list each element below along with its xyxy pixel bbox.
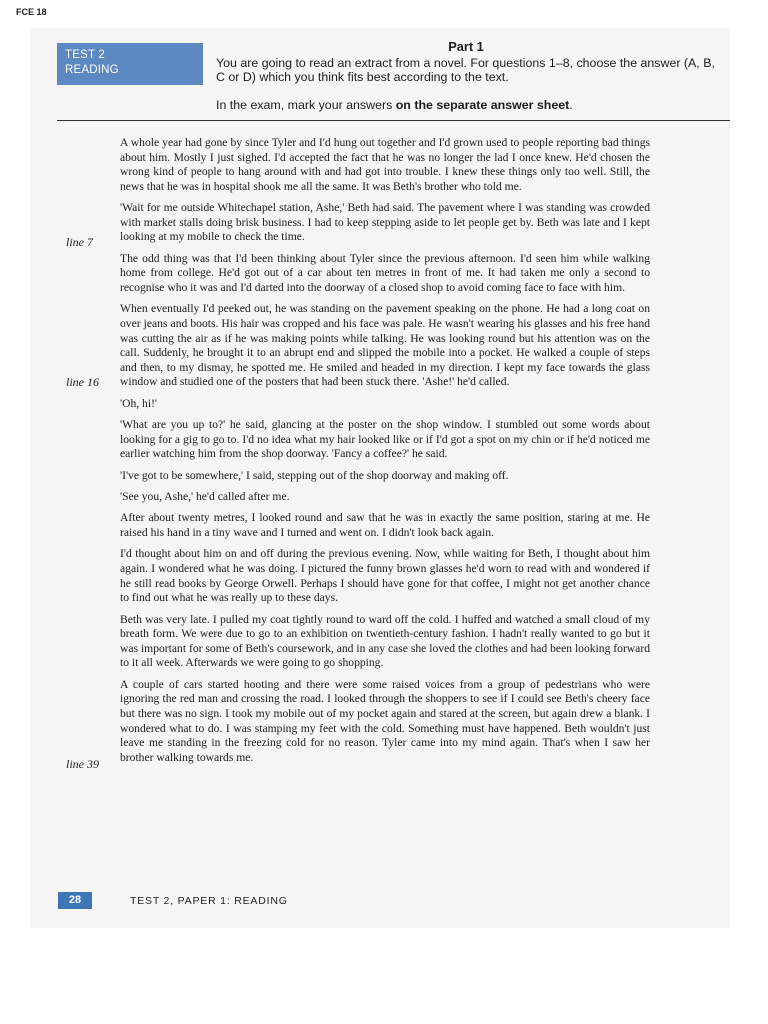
paragraph-7: 'I've got to be somewhere,' I said, stepping out of the shop doorway and making off. <box>120 468 509 482</box>
header-divider <box>57 120 730 121</box>
tag-section-label: READING <box>65 64 119 76</box>
exam-note-suffix: . <box>569 97 573 112</box>
paragraph-9: After about twenty metres, I looked round and saw that he was in exactly the same position, staring at me. He raised his hand in a tiny wave and I turned and went on. I didn't look back again. <box>120 511 650 540</box>
test-section-tag <box>57 43 203 85</box>
corner-label: FCE 18 <box>16 7 47 17</box>
paragraph-4: When eventually I'd peeked out, he was standing on the pavement speaking on the phone. He had a long coat on over jeans and boots. His hair was cropped and his face was pale. He wasn't wearing his glasses and his free hand was cutting the air as if he was making points while talking. He was looking round but his attention was on the call. Suddenly, he brought it to an abrupt end and slipped the mobile into a pocket. He walked a couple of steps and then, to my dismay, he spotted me. He smiled and headed in my direction. I kept my face towards the glass window and studied one of the posters that had been stuck there. 'Ashe!' he'd called. <box>120 302 650 389</box>
instruction-text: You are going to read an extract from a novel. For questions 1–8, choose the answer (A, B, C or D) which you think fits best according to the text. <box>216 55 715 84</box>
reading-passage <box>120 136 650 772</box>
line-marker-39: line 39 <box>66 757 99 771</box>
tag-test-label: TEST 2 <box>65 49 105 61</box>
part-title: Part 1 <box>448 39 484 54</box>
paragraph-8: 'See you, Ashe,' he'd called after me. <box>120 490 290 504</box>
instructions-block <box>216 40 716 112</box>
paragraph-5: 'Oh, hi!' <box>120 396 158 410</box>
paragraph-11: Beth was very late. I pulled my coat tightly round to ward off the cold. I huffed and watched a small cloud of my breath form. We were due to go to an exhibition on twentieth-century fashion. I hadn't really wanted to go but it was important for some of Beth's coursework, and in any case she loved the clothes and had been looking forward to it all week. Afterwards we were going to go shopping. <box>120 612 650 670</box>
exam-note <box>216 98 716 113</box>
paragraph-10: I'd thought about him on and off during the previous evening. Now, while waiting for Beth, I thought about him again. I wondered what he was doing. I pictured the funny brown glasses he'd worn to read with and wondered if he still read books by George Orwell. Perhaps I should have gone for that coffee, I might not get another chance to find out what he was really up to these days. <box>120 547 650 605</box>
line-marker-7: line 7 <box>66 235 93 249</box>
footer-label: TEST 2, PAPER 1: READING <box>130 895 288 907</box>
exam-note-prefix: In the exam, mark your answers <box>216 97 396 112</box>
exam-note-bold: on the separate answer sheet <box>395 97 570 112</box>
paragraph-1: A whole year had gone by since Tyler and I'd hung out together and I'd grown used to people reporting bad things about him. Mostly I just sighed. I'd accepted the fact that he was no longer the lad I once knew. He'd chosen the wrong kind of people to hang around with and had got into trouble. I knew these things only too well. Still, the news that he was in hospital shook me all the same. It was Beth's brother who told me. <box>120 136 650 193</box>
paragraph-3: The odd thing was that I'd been thinking about Tyler since the previous afternoon. I'd seen him while walking home from college. He'd got out of a car about ten metres in front of me. It had taken me only a second to recognise who it was and I'd darted into the doorway of a closed shop to avoid coming face to face with him. <box>120 251 650 294</box>
line-marker-16: line 16 <box>66 375 99 389</box>
paragraph-6: 'What are you up to?' he said, glancing at the poster on the shop window. I stumbled out some words about looking for a gig to go to. I'd no idea what my hair looked like or if I'd got a spot on my chin or if he'd noticed me earlier watching him from the shop doorway. 'Fancy a coffee?' he said. <box>120 418 650 461</box>
paragraph-2: 'Wait for me outside Whitechapel station, Ashe,' Beth had said. The pavement where I was standing was crowded with market stalls doing brisk business. I had to keep stepping aside to let people get by. Beth was late and I kept looking at my mobile to check the time. <box>120 201 650 244</box>
paragraph-12: A couple of cars started hooting and there were some raised voices from a group of pedestrians who were ignoring the red man and crossing the road. I looked through the shoppers to see if I could see Beth's cheery face but there was no sign. I took my mobile out of my pocket again and stared at the screen, but again drew a blank. I wondered what to do. I was stamping my feet with the cold. Something must have happened. Beth wouldn't just leave me standing in the freezing cold for no reason. Tyler came into my mind again. That's when I saw her brother walking towards me. <box>120 677 650 764</box>
page-number: 28 <box>58 892 92 909</box>
